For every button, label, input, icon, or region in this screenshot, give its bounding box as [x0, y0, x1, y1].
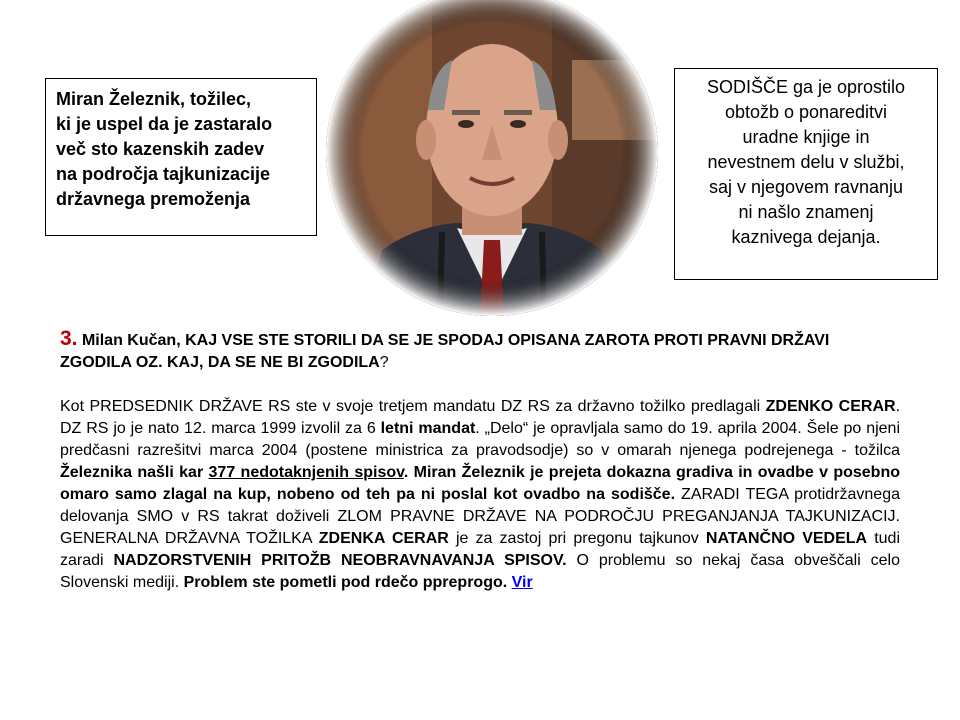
person-portrait-image [322, 0, 662, 318]
caption-line: uradne knjige in [742, 127, 870, 147]
body-bold: ZDENKA CERAR [318, 530, 449, 547]
body-bold: letni mandat [380, 420, 476, 437]
body-text: Kot PREDSEDNIK DRŽAVE RS ste v svoje tretjem mandatu DZ RS za državno tožilko predlagali [60, 398, 766, 415]
caption-line: ki je uspel da je zastaralo [56, 114, 273, 134]
caption-line: državnega premoženja [56, 189, 251, 209]
caption-line: več sto kazenskih zadev [56, 139, 265, 159]
body-text: je za zastoj pri pregonu tajkunov [448, 530, 706, 547]
body-text: tudi zaradi [60, 530, 901, 569]
body-bold: . Miran Železnik je prejeta dokazna gradiva in ovadbe v posebno omaro samo zlagal na kup, nobeno od teh pa ni poslal kot ovadbo na sodišče. [60, 464, 900, 503]
question-heading [60, 328, 900, 374]
body-bold: NATANČNO VEDELA [705, 530, 868, 547]
question-name: Milan Kučan, [77, 332, 186, 349]
caption-line: saj v njegovem ravnanju [708, 177, 904, 197]
body-paragraph [60, 396, 900, 594]
body-bold-underlined: 377 nedotaknjenih spisov [208, 464, 404, 481]
body-bold: Problem ste pometli pod rdečo ppreprogo. [183, 574, 508, 591]
body-text: . DZ RS jo je nato 12. marca 1999 izvolil za 6 [60, 398, 901, 437]
caption-box-left [45, 78, 317, 236]
caption-line: Miran Železnik, tožilec, [56, 89, 252, 109]
body-bold: NADZORSTVENIH PRITOŽB NEOBRAVNAVANJA SPISOV. [113, 552, 567, 569]
source-link[interactable]: Vir [511, 574, 533, 591]
body-text: ZARADI TEGA protidržavnega delovanja SMO v RS takrat doživeli ZLOM PRAVNE DRŽAVE NA PODROČJU PREGANJANJA TAJKUNIZACIJ. GENERALNA DRŽAVNA TOŽILKA [60, 486, 900, 547]
caption-line: ni našlo znamenj [738, 202, 874, 222]
caption-line: kaznivega dejanja. [731, 227, 881, 247]
caption-line: SODIŠČE ga je oprostilo [706, 77, 906, 97]
body-bold: ZDENKO CERAR [765, 398, 896, 415]
caption-line: obtožb o ponareditvi [724, 102, 888, 122]
body-text: O problemu so nekaj časa obveščali celo Slovenski mediji. [60, 552, 901, 591]
caption-line: na področja tajkunizacije [56, 164, 271, 184]
body-bold: Železnika našli kar [60, 464, 209, 481]
body-text: . „Delo“ je opravljala samo do 19. aprila 2004. Šele po njeni predčasni razrešitvi marca 2004 (postene ministrica za pravodsodje) so v omarah njenega podrejenega - tožilca [60, 420, 901, 459]
question-text: KAJ VSE STE STORILI DA SE JE SPODAJ OPISANA ZAROTA PROTI PRAVNI DRŽAVI ZGODILA OZ. KAJ, DA SE NE BI ZGODILA [60, 332, 830, 371]
question-end: ? [379, 354, 389, 371]
caption-line: nevestnem delu v službi, [707, 152, 905, 172]
main-content [60, 328, 900, 594]
question-number: 3. [60, 327, 78, 350]
caption-box-right [674, 68, 938, 280]
